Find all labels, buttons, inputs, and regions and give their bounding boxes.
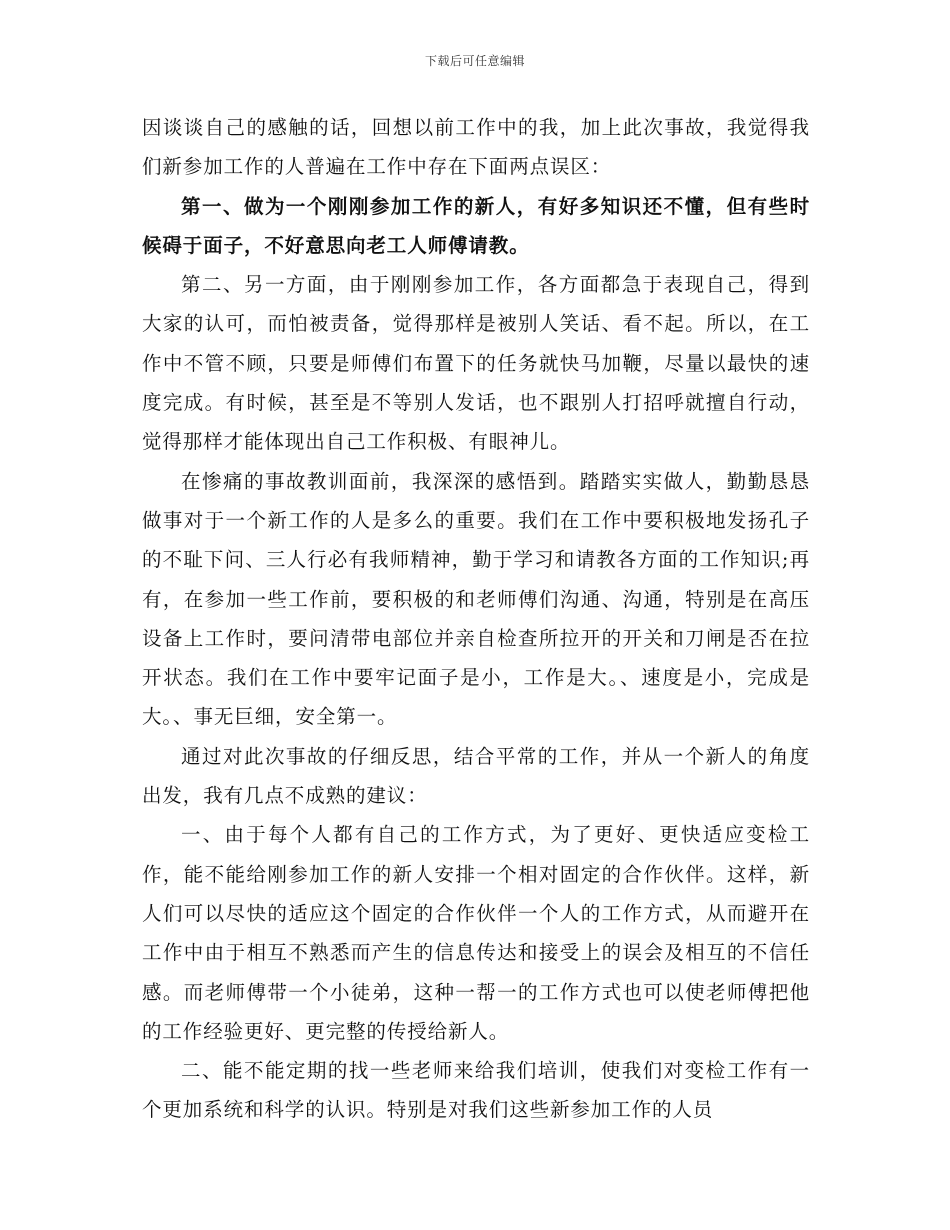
paragraph-point-two: 第二、另一方面，由于刚刚参加工作，各方面都急于表现自己，得到大家的认可，而怕被责备，觉得那样是被别人笑话、看不起。所以，在工作中不管不顾，只要是师傅们布置下的任务就快马加鞭，尽量以最快的速度完成。有时候，甚至是不等别人发话，也不跟别人打招呼就擅自行动，觉得那样才能体现出自己工作积极、有眼神儿。: [142, 273, 810, 454]
paragraph-lesson: 在惨痛的事故教训面前，我深深的感悟到。踏踏实实做人，勤勤恳恳做事对于一个新工作的人是多么的重要。我们在工作中要积极地发扬孔子的不耻下问、三人行必有我师精神，勤于学习和请教各方面的工作知识;再有，在参加一些工作前，要积极的和老师傅们沟通、沟通，特别是在高压设备上工作时，要问清带电部位并亲自检查所拉开的开关和刀闸是否在拉开状态。我们在工作中要牢记面子是小，工作是大。、速度是小，完成是大。、事无巨细，安全第一。: [142, 469, 810, 729]
paragraph-suggestion-two: 二、能不能定期的找一些老师来给我们培训，使我们对变检工作有一个更加系统和科学的认识。特别是对我们这些新参加工作的人员: [142, 1059, 810, 1122]
document-body: [142, 108, 810, 1130]
paragraph-suggestion-one: 一、由于每个人都有自己的工作方式，为了更好、更快适应变检工作，能不能给刚参加工作的新人安排一个相对固定的合作伙伴。这样，新人们可以尽快的适应这个固定的合作伙伴一个人的工作方式，从而避开在工作中由于相互不熟悉而产生的信息传达和接受上的误会及相互的不信任感。而老师傅带一个小徒弟，这种一帮一的工作方式也可以使老师傅把他的工作经验更好、更完整的传授给新人。: [142, 823, 810, 1043]
paragraph-intro: 因谈谈自己的感触的话，回想以前工作中的我，加上此次事故，我觉得我们新参加工作的人普遍在工作中存在下面两点误区：: [142, 116, 810, 179]
paragraph-point-one: 第一、做为一个刚刚参加工作的新人，有好多知识还不懂，但有些时候碍于面子，不好意思向老工人师傅请教。: [142, 194, 810, 257]
page-header: 下载后可任意编辑: [424, 54, 525, 68]
paragraph-suggestions-intro: 通过对此次事故的仔细反思，结合平常的工作，并从一个新人的角度出发，我有几点不成熟的建议：: [142, 744, 810, 808]
